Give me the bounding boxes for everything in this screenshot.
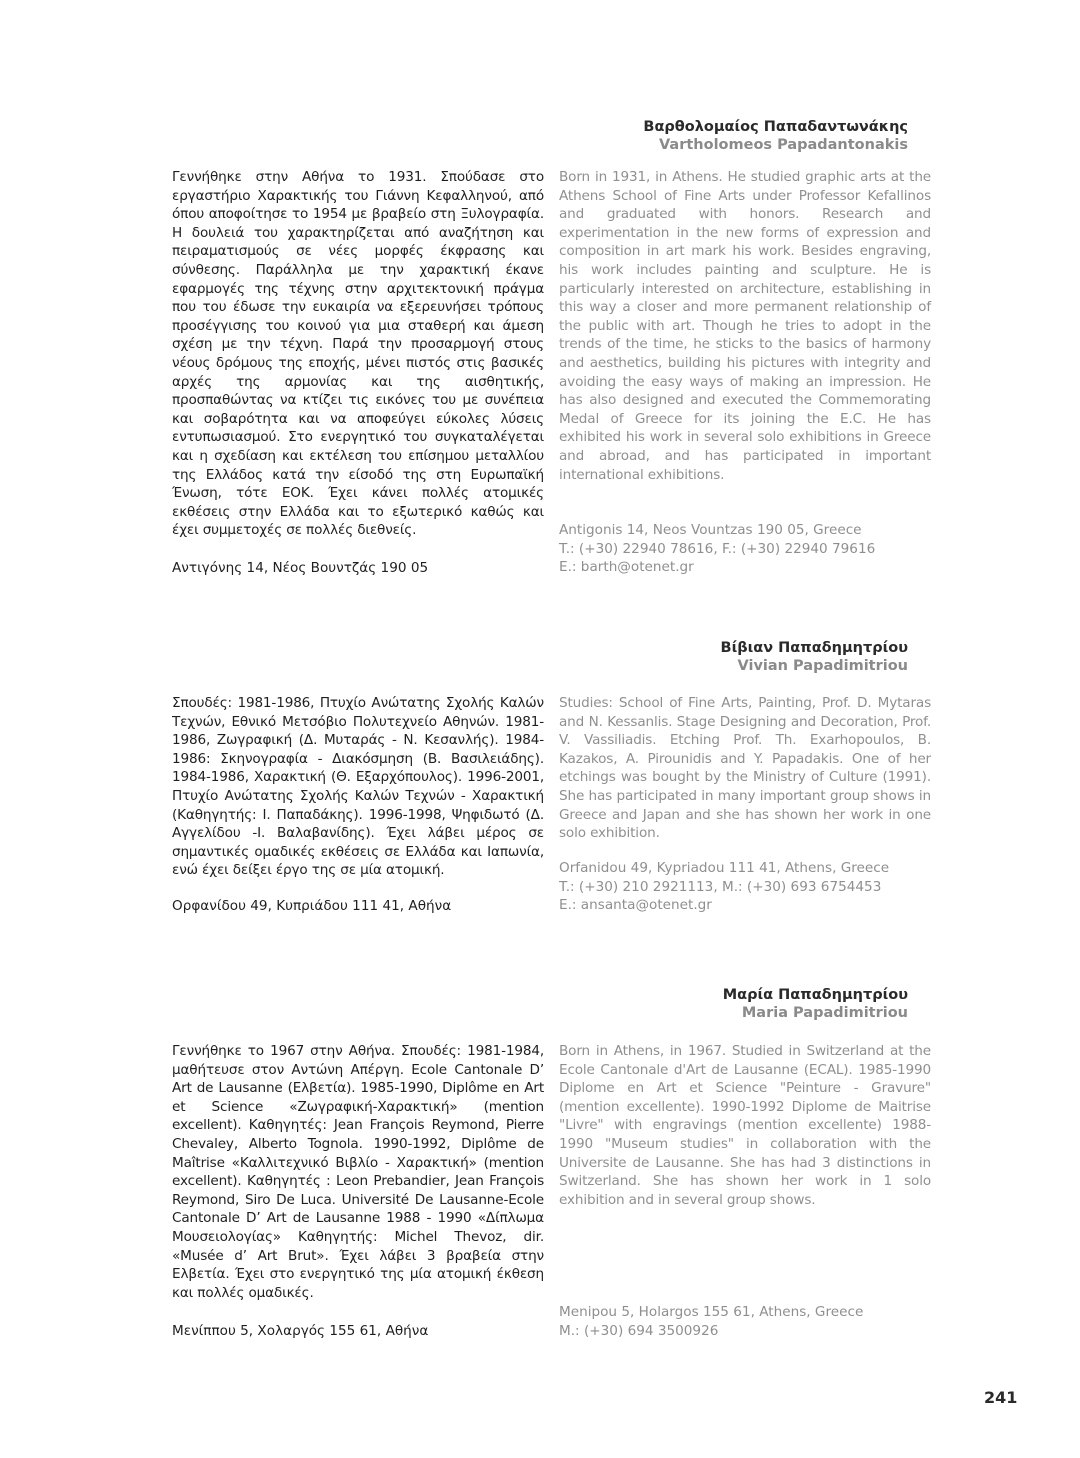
artist-bio-english: Born in 1931, in Athens. He studied graphic arts at the Athens School of Fine Arts under Professor Kefallinos and graduated with honors. Research and experimentation in the new forms of expression and composition in art mark his work. Besides engraving, his work includes painting and sculpture. He is particularly interested on architecture, establishing in this way a closer and more permanent relationship of the public with art. Though he tries to adopt in the trends of the time, he sticks to the basics of harmony and aesthetics, building his pictures with integrity and avoiding the easy ways of making an impression. He has also designed and executed the Commemorating Medal of Greece for its joining the E.C. He has exhibited his work in several solo exhibitions in Greece and abroad, and has participated in important international exhibitions.	[559, 169, 931, 483]
address-line: Μενίππου 5, Χολαργός 155 61, Αθήνα	[172, 1323, 429, 1339]
artist-contact-english	[559, 1303, 863, 1340]
address-line: Αντιγόνης 14, Νέος Βουντζάς 190 05	[172, 560, 429, 576]
artist-name-english: Maria Papadimitriou	[741, 1005, 908, 1021]
artist-bio-greek: Γεννήθηκε το 1967 στην Αθήνα. Σπουδές: 1981-1984, μαθήτευσε στον Αντώνη Απέργη. Ecole Cantonale D’ Art de Lausanne (Ελβετία). 1985-1990, Diplôme en Art et Science «Ζωγραφική-Χαρακτική» (mention excellent). Καθηγητές: Jean François Reymond, Pierre Chevaley, Alberto Tognola. 1990-1992, Diplôme de Maîtrise «Καλλιτεχνικό Βιβλίο - Χαρακτική» (mention excellent). Καθηγητές : Leon Prebandier, Jean François Reymond, Siro De Luca. Université De Lausanne-Ecole Cantonale D’ Art de Lausanne 1988 - 1990 «Δίπλωμα Μουσειολογίας» Καθηγητής: Michel Thevoz, dir. «Musée d’ Art Brut». Έχει λάβει 3 βραβεία στην Ελβετία. Έχει στο ενεργητικό της μία ατομική έκθεση και πολλές ομαδικές.	[172, 1043, 544, 1301]
artist-contact-english	[559, 859, 889, 915]
address-line: Ορφανίδου 49, Κυπριάδου 111 41, Αθήνα	[172, 898, 452, 914]
artist-bio-greek: Σπουδές: 1981-1986, Πτυχίο Ανώτατης Σχολής Καλών Τεχνών, Εθνικό Μετσόβιο Πολυτεχνείο Αθηνών. 1981-1986, Ζωγραφική (Δ. Μυταράς - Ν. Κεσανλής). 1984-1986: Σκηνογραφία - Διακόσμηση (Β. Βασιλειάδης). 1984-1986, Χαρακτική (Θ. Εξαρχόπουλος). 1996-2001, Πτυχίο Ανώτατης Σχολής Καλών Τεχνών - Χαρακτική (Καθηγητής: Ι. Παπαδάκης). 1996-1998, Ψηφιδωτό (Δ. Αγγελίδου -Ι. Βαλαβανίδης). Έχει λάβει μέρος σε σημαντικές ομαδικές εκθέσεις σε Ελλάδα και Ιαπωνία, ενώ έχει δείξει έργο της σε μία ατομική.	[172, 695, 544, 879]
email-line: E.: ansanta@otenet.gr	[559, 897, 712, 914]
artist-address-greek	[172, 897, 451, 916]
artist-bio-english: Studies: School of Fine Arts, Painting, Prof. D. Mytaras and N. Kessanlis. Stage Designing and Decoration, Prof. V. Vassiliadis. Etching Prof. Th. Exarhopoulos, B. Kazakos, A. Pirounidis and Y. Papadakis. One of her etchings was bought by the Ministry of Culture (1991). She has participated in many important group shows in Greece and Japan and she has shown her work in one solo exhibition.	[559, 695, 931, 842]
phone-line: T.: (+30) 210 2921113, M.: (+30) 693 6754453	[559, 878, 882, 895]
phone-line: T.: (+30) 22940 78616, F.: (+30) 22940 79616	[559, 540, 876, 557]
artist-name-greek: Βίβιαν Παπαδημητρίου	[720, 640, 908, 656]
address-line: Antigonis 14, Neos Vountzas 190 05, Greece	[559, 522, 862, 538]
artist-name-greek: Βαρθολομαίος Παπαδαντωνάκης	[643, 119, 908, 135]
email-line: E.: barth@otenet.gr	[559, 559, 694, 576]
address-line: Menipou 5, Holargos 155 61, Athens, Greece	[559, 1304, 864, 1320]
artist-name-english: Vivian Papadimitriou	[737, 658, 908, 674]
artist-heading	[721, 639, 908, 675]
address-line: Orfanidou 49, Kypriadou 111 41, Athens, Greece	[559, 860, 890, 876]
artist-bio-greek: Γεννήθηκε στην Αθήνα το 1931. Σπούδασε στο εργαστήριο Χαρακτικής του Γιάννη Κεφαλληνού, από όπου αποφοίτησε το 1954 με βραβείο στη Ξυλογραφία. Η δουλειά του χαρακτηρίζεται από αναζήτηση και πειραματισμούς σε νέες μορφές έκφρασης και σύνθεσης. Παράλληλα με την χαρακτική έκανε εφαρμογές της τέχνης στην αρχιτεκτονική πράγμα που του έδωσε την ευκαιρία να εξερευνήσει τρόπους προσέγγισης του κοινού για μια σταθερή και άμεση σχέση με την τέχνη. Παρά την προσαρμογή στους νέους δρόμους της εποχής, μένει πιστός στις βασικές αρχές της αρμονίας και της αισθητικής, προσπαθώντας να κτίζει τις εικόνες του με συνέπεια και σοβαρότητα και να αποφεύγει εύκολες λύσεις εντυπωσιασμού. Στο ενεργητικό του συγκαταλέγεται και η σχεδίαση και εκτέλεση του επίσημου μεταλλίου της Ελλάδος κατά την είσοδό της στη Ευρωπαϊκή Ένωση, τότε ΕΟΚ. Έχει κάνει πολλές ατομικές εκθέσεις στην Ελλάδα και το εξωτερικό καθώς και έχει συμμετοχές σε πολλές διεθνείς.	[172, 169, 544, 539]
artist-name-english: Vartholomeos Papadantonakis	[658, 137, 908, 153]
artist-bio-english: Born in Athens, in 1967. Studied in Switzerland at the Ecole Cantonale d'Art de Lausanne (ECAL). 1985-1990 Diplome en Art et Science "Peinture - Gravure" (mention excellente). 1990-1992 Diplome de Maitrise "Livre" with engravings (mention excellente) 1988-1990 "Museum studies" in collaboration with the Universite de Lausanne. She has had 3 distinctions in Switzerland. She has shown her work in 1 solo exhibition and in several group shows.	[559, 1043, 931, 1208]
artist-contact-english	[559, 521, 875, 577]
artist-address-greek	[172, 1322, 428, 1341]
artist-heading	[723, 986, 908, 1022]
artist-address-greek	[172, 559, 428, 578]
phone-line: M.: (+30) 694 3500926	[559, 1322, 719, 1339]
artist-name-greek: Μαρία Παπαδημητρίου	[722, 987, 908, 1003]
artist-heading	[643, 118, 908, 154]
page-number: 241	[984, 1388, 1018, 1407]
